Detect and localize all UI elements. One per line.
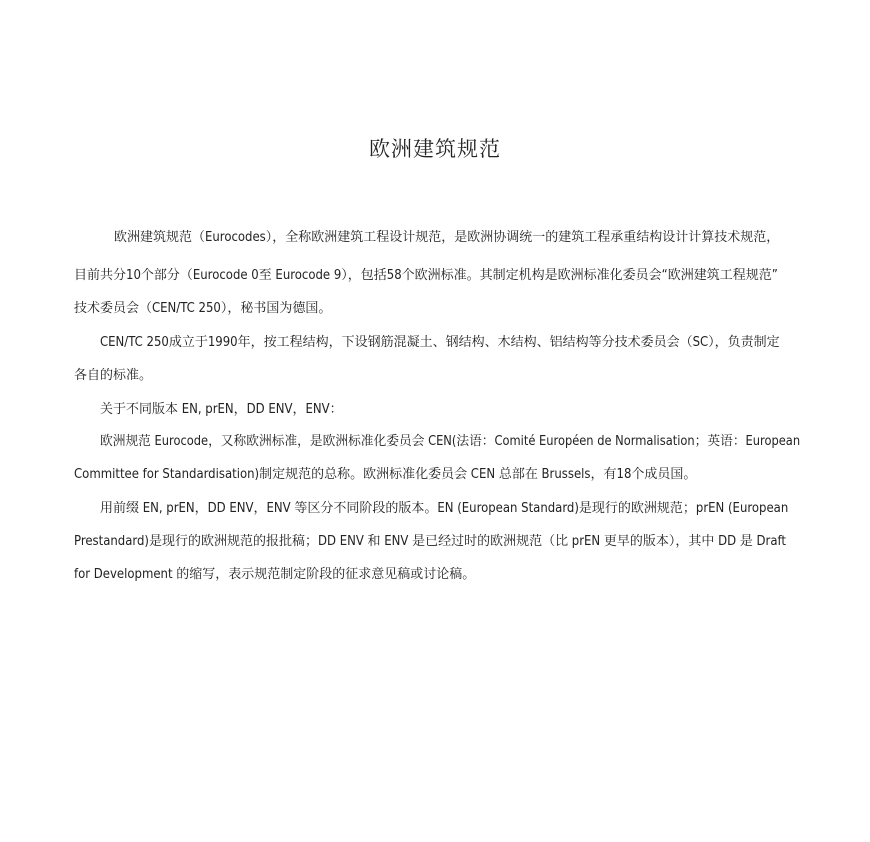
document-title: 欧洲建筑规范 [369, 137, 501, 161]
paragraph-2-line-1: CEN/TC 250成立于1990年，按工程结构，下设钢筋混凝土、钢结构、木结构、铝结构等分技术委员会（SC），负责制定 [100, 335, 780, 350]
paragraph-2-line-2: 各自的标准。 [74, 368, 153, 383]
paragraph-5-line-1: 用前缀 EN, prEN，DD ENV，ENV 等区分不同阶段的版本。EN (European Standard)是现行的欧洲规范；prEN (European [100, 501, 789, 516]
paragraph-4-line-2: Committee for Standardisation)制定规范的总称。欧洲标准化委员会 CEN 总部在 Brussels，有18个成员国。 [74, 467, 697, 482]
paragraph-4-line-1: 欧洲规范 Eurocode，又称欧洲标准，是欧洲标准化委员会 CEN(法语：Comité Européen de Normalisation；英语：European [100, 434, 801, 449]
paragraph-5-line-3: for Development 的缩写，表示规范制定阶段的征求意见稿或讨论稿。 [74, 567, 476, 582]
paragraph-1-line-3: 技术委员会（CEN/TC 250），秘书国为德国。 [74, 301, 332, 316]
paragraph-1-line-1: 欧洲建筑规范（Eurocodes），全称欧洲建筑工程设计规范，是欧洲协调统一的建筑工程承重结构设计计算技术规范， [114, 230, 780, 245]
paragraph-5-line-2: Prestandard)是现行的欧洲规范的报批稿；DD ENV 和 ENV 是已经过时的欧洲规范（比 prEN 更早的版本），其中 DD 是 Draft [74, 534, 786, 549]
paragraph-3-line-1: 关于不同版本 EN, prEN，DD ENV，ENV： [100, 402, 343, 417]
paragraph-1-line-2: 目前共分10个部分（Eurocode 0至 Eurocode 9），包括58个欧洲标准。其制定机构是欧洲标准化委员会“欧洲建筑工程规范” [74, 268, 778, 283]
